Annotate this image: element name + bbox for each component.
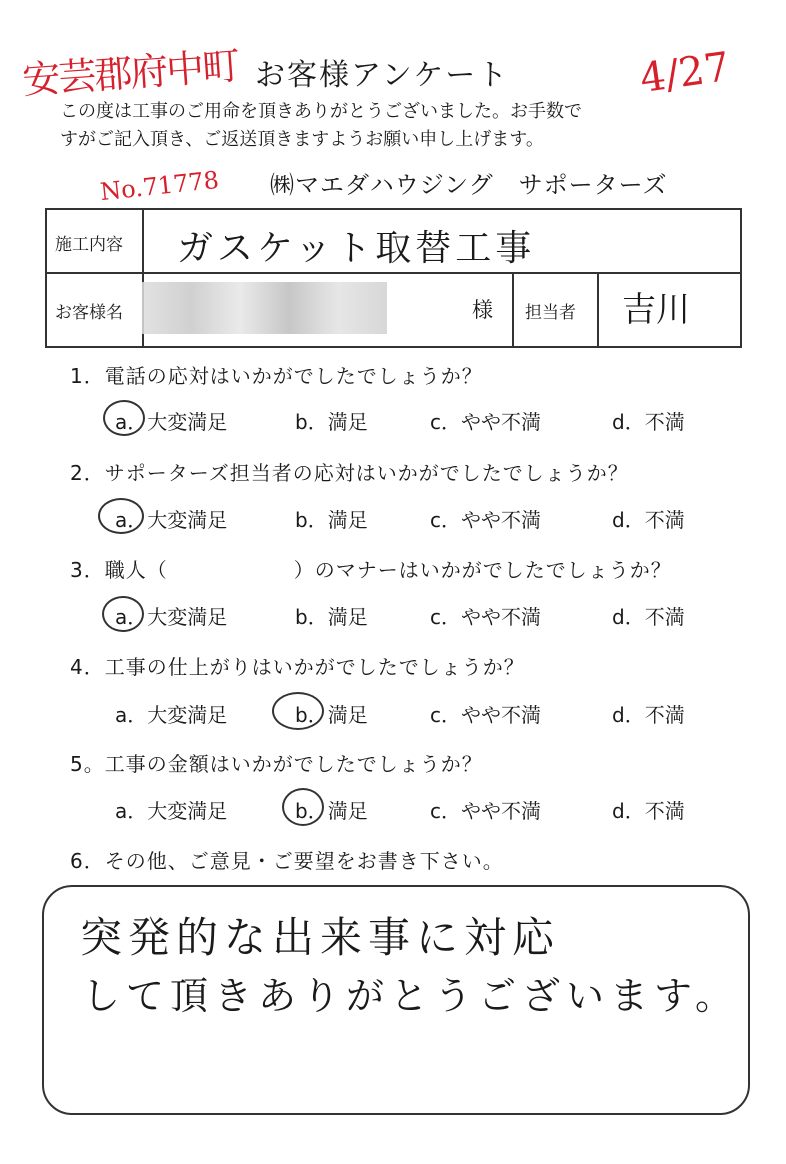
option-d[interactable]: d．不満	[612, 605, 685, 629]
option-a[interactable]: a．大変満足	[115, 410, 228, 434]
question-6	[70, 845, 504, 874]
option-d[interactable]: d．不満	[612, 703, 685, 727]
option-a[interactable]: a．大変満足	[115, 508, 228, 532]
work-value: ガスケット取替工事	[177, 228, 536, 269]
option-a[interactable]: a．大変満足	[115, 799, 228, 823]
work-label: 施工内容	[55, 235, 123, 255]
question-number: 2．	[70, 461, 105, 485]
option-a[interactable]: a．大変満足	[115, 703, 228, 727]
question-text: 工事の仕上がりはいかがでしたでしょうか？	[104, 655, 525, 679]
staff-value: 吉川	[622, 290, 690, 330]
question-number: 5。	[70, 752, 105, 776]
table-divider	[512, 272, 514, 346]
staff-label: 担当者	[525, 303, 576, 323]
comment-line-2: して頂きありがとうございます。	[82, 974, 739, 1018]
honorific: 様	[472, 298, 493, 322]
page-title: お客様アンケート	[255, 58, 510, 93]
question-number: 6．	[70, 849, 105, 873]
option-b[interactable]: b．満足	[295, 703, 368, 727]
option-d[interactable]: d．不満	[612, 508, 685, 532]
question-number: 3．	[70, 558, 105, 582]
question-text: サポーターズ担当者の応対はいかがでしたでしょうか？	[104, 461, 629, 485]
info-table	[45, 208, 742, 348]
option-c[interactable]: c．やや不満	[430, 703, 541, 727]
question-text: その他、ご意見・ご要望をお書き下さい。	[104, 849, 504, 873]
intro-line-1: この度は工事のご用命を頂きありがとうございました。お手数で	[60, 101, 582, 122]
intro-text	[60, 98, 582, 154]
question-1	[70, 360, 483, 389]
option-c[interactable]: c．やや不満	[430, 605, 541, 629]
option-b[interactable]: b．満足	[295, 799, 368, 823]
question-3	[70, 554, 672, 583]
option-d[interactable]: d．不満	[612, 410, 685, 434]
option-c[interactable]: c．やや不満	[430, 508, 541, 532]
document-number: No.71778	[98, 165, 221, 207]
intro-line-2: すがご記入頂き、ご返送頂きますようお願い申し上げます。	[60, 129, 544, 150]
option-a[interactable]: a．大変満足	[115, 605, 228, 629]
option-c[interactable]: c．やや不満	[430, 410, 541, 434]
customer-location: 安芸郡府中町	[20, 43, 240, 103]
option-b[interactable]: b．満足	[295, 605, 368, 629]
table-divider	[597, 272, 599, 346]
question-text: 電話の応対はいかがでしたでしょうか？	[104, 364, 483, 388]
question-number: 1．	[70, 364, 105, 388]
question-4	[70, 651, 525, 680]
table-divider	[47, 272, 740, 274]
option-d[interactable]: d．不満	[612, 799, 685, 823]
option-c[interactable]: c．やや不満	[430, 799, 541, 823]
option-b[interactable]: b．満足	[295, 410, 368, 434]
customer-label: お客様名	[55, 303, 123, 323]
question-2	[70, 457, 629, 486]
option-b[interactable]: b．満足	[295, 508, 368, 532]
comment-line-1: 突発的な出来事に対応	[80, 913, 561, 962]
redacted-customer-name	[142, 282, 387, 334]
question-number: 4．	[70, 655, 105, 679]
question-text: 工事の金額はいかがでしたでしょうか？	[104, 752, 483, 776]
question-5	[70, 748, 483, 777]
company-name: ㈱マエダハウジング サポーターズ	[270, 171, 668, 199]
question-text: 職人（ ）のマナーはいかがでしたでしょうか？	[104, 558, 672, 582]
date-mark: 4/27	[637, 43, 733, 103]
